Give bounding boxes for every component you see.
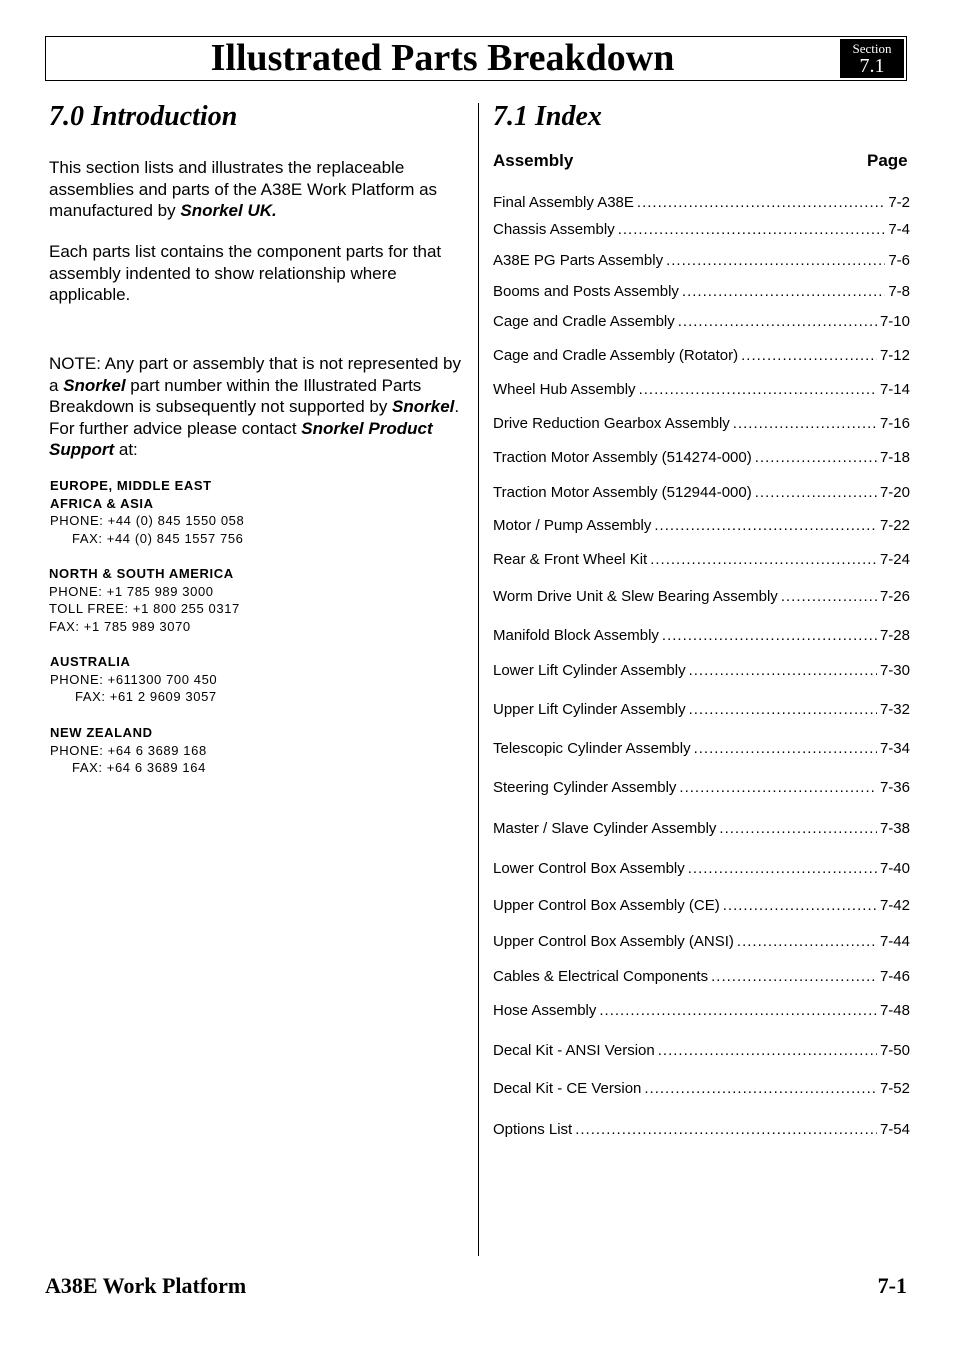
index-entry-name: Options List <box>493 1121 573 1138</box>
section-badge <box>840 39 904 78</box>
index-entry-name: Chassis Assembly <box>493 221 615 238</box>
contact-australia <box>50 653 217 706</box>
index-entry-name: Decal Kit - ANSI Version <box>493 1042 655 1059</box>
index-entry-name: Cage and Cradle Assembly <box>493 313 675 330</box>
index-entry-page: 7-40 <box>879 860 910 877</box>
contact-americas <box>49 565 240 635</box>
index-row <box>493 1041 910 1061</box>
index-entry-page: 7-34 <box>879 740 910 757</box>
dot-leader <box>719 819 877 839</box>
dot-leader <box>599 1001 877 1021</box>
index-entry-page: 7-24 <box>879 551 910 568</box>
index-entry-name: Upper Lift Cylinder Assembly <box>493 701 686 718</box>
index-entry-name: Worm Drive Unit & Slew Bearing Assembly <box>493 588 778 605</box>
section-label: Section <box>852 41 892 56</box>
contact-europe <box>50 477 244 547</box>
index-entry-page: 7-36 <box>879 779 910 796</box>
index-row <box>493 967 910 987</box>
dot-leader <box>678 312 877 332</box>
index-row <box>493 819 910 839</box>
index-entry-page: 7-16 <box>879 415 910 432</box>
contact-tollfree: TOLL FREE: +1 800 255 0317 <box>49 601 240 616</box>
contact-phone: PHONE: +1 785 989 3000 <box>49 583 214 599</box>
index-row <box>493 550 910 570</box>
contact-phone: PHONE: +44 (0) 845 1550 058 <box>50 513 245 528</box>
support-name: Snorkel Product Support <box>49 418 433 459</box>
index-entry-name: Master / Slave Cylinder Assembly <box>493 820 717 837</box>
contact-phone: PHONE: +611300 700 450 <box>50 671 218 687</box>
dot-leader <box>662 626 877 646</box>
dot-leader <box>688 859 877 879</box>
dot-leader <box>618 220 886 240</box>
index-entry-name: Traction Motor Assembly (514274-000) <box>493 449 752 466</box>
column-divider <box>478 103 479 1256</box>
contact-heading: NORTH & SOUTH AMERICA <box>49 566 234 581</box>
index-entry-page: 7-44 <box>879 933 910 950</box>
index-row <box>493 1120 910 1140</box>
index-row <box>493 516 910 536</box>
index-entry-page: 7-6 <box>888 252 910 269</box>
dot-leader <box>639 380 877 400</box>
index-entry-page: 7-8 <box>888 283 910 300</box>
index-entry-name: Upper Control Box Assembly (ANSI) <box>493 933 734 950</box>
index-row <box>493 414 910 434</box>
index-entry-page: 7-54 <box>879 1121 910 1138</box>
index-row <box>493 1001 910 1021</box>
index-entry-page: 7-38 <box>879 820 910 837</box>
index-entry-name: Wheel Hub Assembly <box>493 381 636 398</box>
index-entry-page: 7-30 <box>879 662 910 679</box>
contact-fax: FAX: +61 2 9609 3057 <box>75 689 217 704</box>
brand-name: Snorkel <box>392 397 455 416</box>
contact-newzealand <box>50 724 207 777</box>
index-entry-name: Traction Motor Assembly (512944-000) <box>493 484 752 501</box>
dot-leader <box>679 778 877 798</box>
index-row <box>493 661 910 681</box>
dot-leader <box>741 346 877 366</box>
dot-leader <box>666 251 885 271</box>
index-entry-name: Rear & Front Wheel Kit <box>493 551 648 568</box>
dot-leader <box>575 1120 877 1140</box>
index-entry-page: 7-32 <box>879 701 910 718</box>
index-row <box>493 380 910 400</box>
index-row <box>493 251 910 271</box>
index-entry-page: 7-46 <box>879 968 910 985</box>
index-row <box>493 932 910 952</box>
index-entry-page: 7-4 <box>888 221 910 238</box>
index-row <box>493 587 910 607</box>
index-entry-name: Final Assembly A38E <box>493 194 634 211</box>
index-entry-name: Drive Reduction Gearbox Assembly <box>493 415 730 432</box>
index-row <box>493 483 910 503</box>
dot-leader <box>694 739 877 759</box>
index-entry-page: 7-50 <box>879 1042 910 1059</box>
dot-leader <box>723 896 877 916</box>
index-row <box>493 700 910 720</box>
index-row <box>493 448 910 468</box>
dot-leader <box>689 700 877 720</box>
intro-paragraph-1: This section lists and illustrates the replaceable assemblies and parts of the A38E Work Platform as manufactured by Snorkel UK. <box>49 158 438 220</box>
index-entry-name: Hose Assembly <box>493 1002 597 1019</box>
contact-fax: FAX: +44 (0) 845 1557 756 <box>72 530 244 546</box>
page-header <box>45 36 907 81</box>
index-entry-name: A38E PG Parts Assembly <box>493 252 664 269</box>
index-row <box>493 896 910 916</box>
page-title: Illustrated Parts Breakdown <box>210 37 675 79</box>
contact-fax: FAX: +1 785 989 3070 <box>49 618 191 634</box>
index-row <box>493 1079 910 1099</box>
index-entry-name: Telescopic Cylinder Assembly <box>493 740 691 757</box>
dot-leader <box>755 483 877 503</box>
intro-note: NOTE: Any part or assembly that is not represented by a Snorkel part number within the Illustrated Parts Breakdown is subsequently not supported by Snorkel. For further advice please contact Snorkel Product Support at: <box>49 354 461 459</box>
index-column-assembly: Assembly <box>493 151 574 170</box>
index-entry-page: 7-28 <box>879 627 910 644</box>
index-entry-page: 7-12 <box>879 347 910 364</box>
index-row <box>493 739 910 759</box>
index-entry-name: Booms and Posts Assembly <box>493 283 679 300</box>
dot-leader <box>682 282 885 302</box>
dot-leader <box>711 967 877 987</box>
index-entry-name: Lower Lift Cylinder Assembly <box>493 662 686 679</box>
index-entry-name: Cables & Electrical Components <box>493 968 709 985</box>
index-entry-name: Upper Control Box Assembly (CE) <box>493 897 720 914</box>
index-entry-name: Steering Cylinder Assembly <box>493 779 677 796</box>
index-entry-name: Manifold Block Assembly <box>493 627 659 644</box>
index-entry-page: 7-10 <box>879 313 910 330</box>
section-number: 7.1 <box>859 55 885 77</box>
contact-heading: EUROPE, MIDDLE EAST <box>50 478 212 493</box>
dot-leader <box>644 1079 877 1099</box>
dot-leader <box>733 414 877 434</box>
index-row <box>493 778 910 798</box>
contact-heading: AUSTRALIA <box>50 654 131 669</box>
dot-leader <box>755 448 877 468</box>
index-entry-name: Lower Control Box Assembly <box>493 860 685 877</box>
dot-leader <box>637 193 885 213</box>
index-entry-name: Cage and Cradle Assembly (Rotator) <box>493 347 739 364</box>
index-row <box>493 346 910 366</box>
brand-name: Snorkel <box>63 375 126 395</box>
index-entry-page: 7-26 <box>879 588 910 605</box>
index-entry-page: 7-22 <box>879 517 910 534</box>
index-heading: 7.1 Index <box>493 101 602 132</box>
dot-leader <box>689 661 877 681</box>
index-entry-page: 7-18 <box>879 449 910 466</box>
intro-heading: 7.0 Introduction <box>49 101 238 132</box>
contact-heading: NEW ZEALAND <box>50 725 153 740</box>
index-entry-page: 7-14 <box>879 381 910 398</box>
contact-phone: PHONE: +64 6 3689 168 <box>50 742 207 758</box>
dot-leader <box>658 1041 877 1061</box>
index-row <box>493 859 910 879</box>
index-entry-page: 7-52 <box>879 1080 910 1097</box>
index-entry-page: 7-20 <box>879 484 910 501</box>
index-row <box>493 312 910 332</box>
index-row <box>493 282 910 302</box>
index-row <box>493 220 910 240</box>
index-row <box>493 626 910 646</box>
dot-leader <box>650 550 877 570</box>
contact-fax: FAX: +64 6 3689 164 <box>72 760 206 775</box>
footer-page-number: 7-1 <box>877 1273 907 1298</box>
brand-name: Snorkel UK. <box>180 201 277 220</box>
footer-product: A38E Work Platform <box>45 1273 247 1298</box>
dot-leader <box>737 932 877 952</box>
index-entry-name: Motor / Pump Assembly <box>493 517 652 534</box>
dot-leader <box>781 587 877 607</box>
contact-heading: AFRICA & ASIA <box>50 495 154 511</box>
index-entry-name: Decal Kit - CE Version <box>493 1080 642 1097</box>
index-entry-page: 7-42 <box>879 897 910 914</box>
dot-leader <box>654 516 877 536</box>
intro-paragraph-2: Each parts list contains the component parts for that assembly indented to show relationship where applicable. <box>49 242 442 304</box>
index-entry-page: 7-2 <box>888 194 910 211</box>
index-column-page: Page <box>867 151 908 170</box>
index-entry-page: 7-48 <box>879 1002 910 1019</box>
index-row <box>493 193 910 213</box>
